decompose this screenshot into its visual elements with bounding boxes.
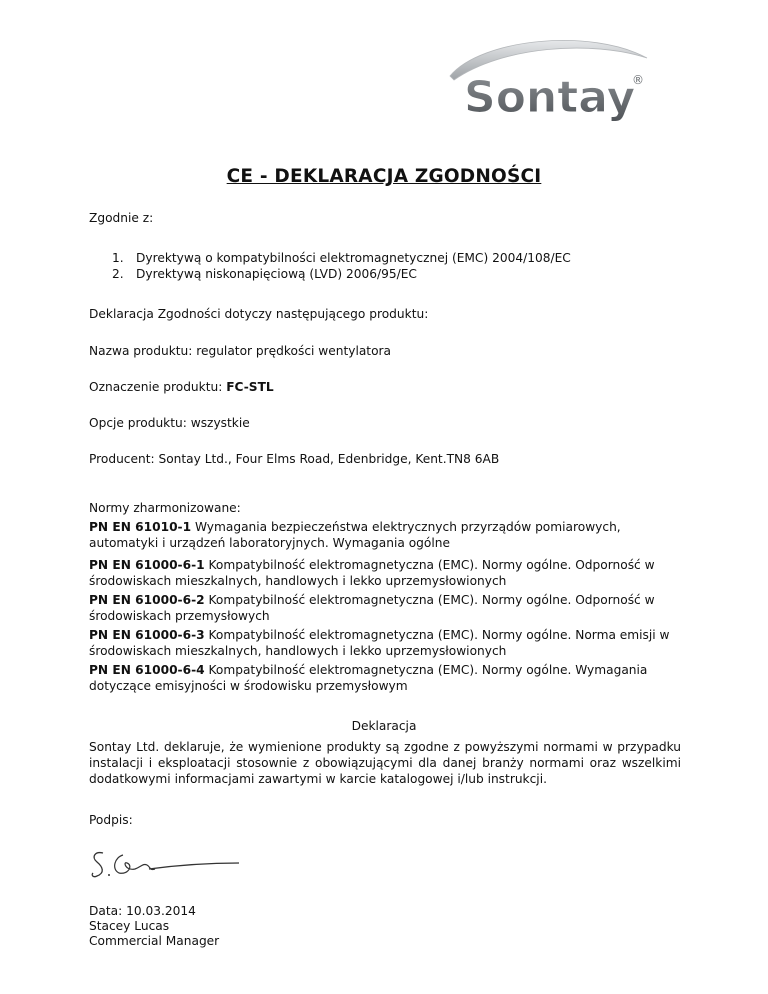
logo-text: Sontay	[464, 72, 636, 123]
registered-mark: ®	[632, 73, 644, 87]
sontay-logo	[442, 28, 652, 128]
list-item: 1. Dyrektywą o kompatybilności elektromagnetycznej (EMC) 2004/108/EC	[112, 251, 571, 265]
standard-item: PN EN 61000-6-3 Kompatybilność elektromagnetyczna (EMC). Normy ogólne. Norma emisji w środowiskach mieszkalnych, handlowych i lekko uprzemysłowionych	[89, 628, 670, 658]
standard-item: PN EN 61000-6-2 Kompatybilność elektromagnetyczna (EMC). Normy ogólne. Odporność w środowiskach przemysłowych	[89, 593, 655, 623]
product-code-line: Oznaczenie produktu: FC-STL	[89, 380, 274, 394]
directives-list	[112, 250, 571, 282]
declaration-heading: Deklaracja	[351, 719, 417, 733]
product-name: Nazwa produktu: regulator prędkości wentylatora	[89, 344, 392, 358]
product-code: FC-STL	[226, 380, 274, 394]
signature-image	[89, 845, 244, 887]
list-item: 2. Dyrektywą niskonapięciową (LVD) 2006/95/EC	[112, 267, 417, 281]
signature-date: Data: 10.03.2014	[89, 904, 196, 918]
declaration-text: Sontay Ltd. deklaruje, że wymienione produkty są zgodne z powyższymi normami w przypadku instalacji i eksploatacji stosownie z obowiązującymi dla danej branży normami oraz wszelkimi dodatkowymi informacjami zawartymi w karcie katalogowej i/lub instrukcji.	[89, 740, 681, 786]
page-title: CE - DEKLARACJA ZGODNOŚCI	[226, 166, 542, 187]
intro-text: Zgodnie z:	[89, 211, 154, 225]
product-options: Opcje produktu: wszystkie	[89, 416, 250, 430]
standards-heading: Normy zharmonizowane:	[89, 501, 241, 515]
signature-label: Podpis:	[89, 813, 133, 827]
signer-title: Commercial Manager	[89, 934, 220, 948]
signer-name: Stacey Lucas	[89, 919, 170, 933]
standard-item: PN EN 61010-1 Wymagania bezpieczeństwa elektrycznych przyrządów pomiarowych, automatyki i urządzeń laboratoryjnych. Wymagania ogólne	[89, 520, 621, 550]
producer: Producent: Sontay Ltd., Four Elms Road, Edenbridge, Kent.TN8 6AB	[89, 452, 500, 466]
standard-item: PN EN 61000-6-1 Kompatybilność elektromagnetyczna (EMC). Normy ogólne. Odporność w środowiskach mieszkalnych, handlowych i lekko uprzemysłowionych	[89, 558, 655, 588]
declaration-intro: Deklaracja Zgodności dotyczy następującego produktu:	[89, 307, 429, 321]
standard-item: PN EN 61000-6-4 Kompatybilność elektromagnetyczna (EMC). Normy ogólne. Wymagania dotyczące emisyjności w środowisku przemysłowym	[89, 663, 648, 693]
